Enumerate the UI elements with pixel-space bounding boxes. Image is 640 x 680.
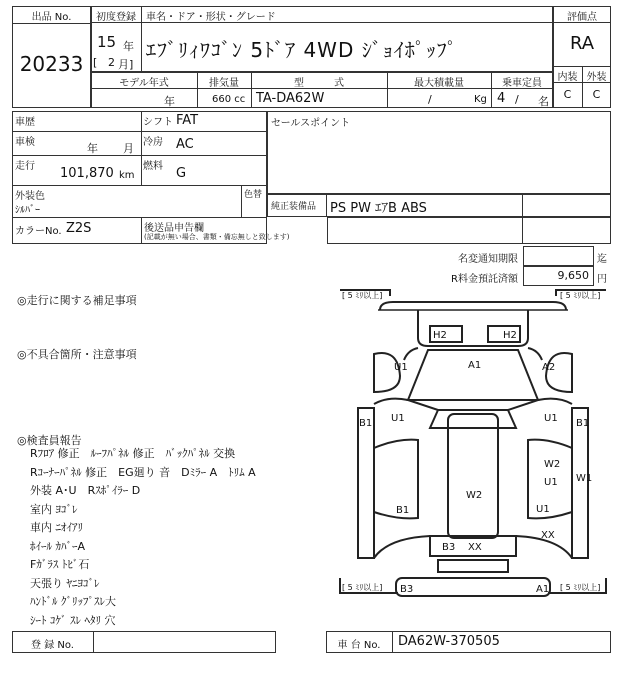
recycle-amount: 9,650 xyxy=(557,269,589,282)
inspector-line: 車内 ﾆｵｲｱﾘ xyxy=(30,521,83,534)
exterior-grade: C xyxy=(592,88,601,101)
mark-b1-right-front: B1 xyxy=(576,418,590,429)
left-side-panel xyxy=(358,408,374,558)
first-reg-label: 初度登録 xyxy=(96,12,136,23)
chassis-no-label: 車 台 No. xyxy=(337,640,381,651)
tire-depth-bottom-right: [ 5 ﾐﾘ以上] xyxy=(560,583,601,592)
docs-note: (記載が無い場合、書類・備忘無しと致します) xyxy=(144,233,290,241)
exterior-color: ｼﾙﾊﾞｰ xyxy=(15,205,40,216)
rear-bumper-outline xyxy=(396,578,550,596)
mark-b3-back: B3 xyxy=(442,542,456,553)
first-reg-year-unit: 年 xyxy=(123,40,134,53)
inspector-line: ｼｰﾄ ｺｹﾞ ｽﾚ ﾍﾀﾘ 穴 xyxy=(30,613,116,627)
displacement-label: 排気量 xyxy=(209,78,239,89)
shift: FAT xyxy=(176,113,199,128)
inspector-line: 天張り ﾔﾆﾖｺﾞﾚ xyxy=(30,576,100,590)
inspector-header: ◎検査員報告 xyxy=(17,434,82,447)
aircon: AC xyxy=(176,137,194,152)
exterior-label: 外装 xyxy=(586,72,607,83)
mark-u1-right-mid: U1 xyxy=(544,477,558,488)
mark-w1-right: W1 xyxy=(576,473,593,484)
interior-grade: C xyxy=(563,88,572,101)
inspector-lines xyxy=(30,445,256,630)
driving-notes-header: ◎走行に関する補足事項 xyxy=(17,294,137,307)
equipment-label: 純正装備品 xyxy=(271,202,317,212)
inspector-line: Fｶﾞﾗｽ ﾄﾋﾞ石 xyxy=(30,558,90,571)
equipment-box xyxy=(267,194,611,217)
mark-xx-back: XX xyxy=(468,542,482,553)
docs-box-right xyxy=(327,217,611,244)
equipment: PS PW ｴｱB ABS xyxy=(330,201,427,216)
mark-a2-hood-right: A2 xyxy=(542,362,556,373)
inspector-line: Rﾌﾛｱ 修正 ﾙｰﾌﾊﾟﾈﾙ 修正 ﾊﾞｯｸﾊﾟﾈﾙ 交換 xyxy=(30,447,236,460)
mark-u1-right-front: U1 xyxy=(544,413,558,424)
shift-label: シフト xyxy=(143,117,173,128)
mark-u1-right-rear: U1 xyxy=(536,504,550,515)
capacity: 4 xyxy=(497,91,506,106)
inspector-line: Rｺｰﾅｰﾊﾟﾈﾙ 修正 EG廻り 音 Dﾐﾗｰ A ﾄﾘﾑ A xyxy=(30,465,256,479)
fuel: G xyxy=(176,166,187,181)
inspector-line: ﾎｲｰﾙ ｶﾊﾞｰA xyxy=(30,539,86,553)
inspector-line: ﾊﾝﾄﾞﾙ ｸﾞﾘｯﾌﾟｽﾚ大 xyxy=(30,595,116,608)
recycle-label: R料金預託済額 xyxy=(451,274,518,285)
recycle-unit: 円 xyxy=(597,274,607,285)
mark-b3-bumper: B3 xyxy=(400,584,414,595)
color-no: Z2S xyxy=(66,221,92,236)
exterior-color-label: 外装色 xyxy=(15,191,45,202)
model-year-label: モデル年式 xyxy=(119,78,169,89)
first-reg-month: 2 xyxy=(108,56,115,69)
model-code-label: 型 式 xyxy=(294,78,344,89)
rating: RA xyxy=(569,33,595,54)
mark-u1-left-front: U1 xyxy=(391,413,405,424)
notice-unit: 迄 xyxy=(597,254,607,265)
mark-h2-right: H2 xyxy=(503,330,517,341)
first-reg-month-open: [ xyxy=(93,56,98,69)
rating-label: 評価点 xyxy=(567,12,597,23)
model-code: TA-DA62W xyxy=(256,91,325,106)
tire-depth-top-left: [ 5 ﾐﾘ以上] xyxy=(342,291,383,300)
max-load-unit: Kg xyxy=(474,94,487,105)
lot-no: 20233 xyxy=(19,52,84,76)
defects-header: ◎不具合箇所・注意事項 xyxy=(17,348,137,361)
history-label: 車歴 xyxy=(15,117,35,128)
fuel-label: 燃料 xyxy=(143,161,163,172)
notice-box[interactable] xyxy=(523,246,594,266)
mileage: 101,870 xyxy=(60,166,114,181)
roof-outline xyxy=(448,414,498,538)
aircon-label: 冷房 xyxy=(143,137,163,148)
windshield-outline xyxy=(430,410,516,428)
mark-b1-left-rear: B1 xyxy=(396,505,410,516)
chassis-no: DA62W-370505 xyxy=(398,634,500,649)
color-change-label: 色替 xyxy=(244,190,263,200)
first-reg-month-close: 月] xyxy=(118,58,134,71)
mark-a1-hood: A1 xyxy=(468,360,482,371)
rear-plate xyxy=(438,560,508,572)
reg-no-label: 登 録 No. xyxy=(31,640,74,651)
capacity-slash: / xyxy=(515,93,519,106)
vehicle-name: ｴﾌﾞﾘｨﾜｺﾞﾝ 5ﾄﾞｱ 4WD ｼﾞｮｲﾎﾟｯﾌﾟ xyxy=(146,38,458,62)
mark-xx-right-rear: XX xyxy=(541,530,555,541)
inspector-line: 室内 ﾖｺﾞﾚ xyxy=(30,502,78,516)
inspection-month-unit: 月 xyxy=(123,142,134,155)
tire-depth-bottom-left: [ 5 ﾐﾘ以上] xyxy=(342,583,383,592)
color-no-label: カラーNo. xyxy=(15,226,62,237)
inspection-label: 車検 xyxy=(15,137,35,148)
tire-depth-top-right: [ 5 ﾐﾘ以上] xyxy=(560,291,601,300)
front-bumper-outline xyxy=(380,302,566,310)
displacement: 660 cc xyxy=(212,94,246,105)
mileage-unit: km xyxy=(119,170,135,181)
docs-label: 後送品申告欄 xyxy=(144,223,204,234)
mark-w2-right: W2 xyxy=(544,459,561,470)
mileage-label: 走行 xyxy=(15,161,35,172)
model-year-unit: 年 xyxy=(164,95,175,108)
max-load-slash: / xyxy=(428,93,432,106)
max-load-label: 最大積載量 xyxy=(414,78,464,89)
inspection-year-unit: 年 xyxy=(87,142,98,155)
mark-h2-left: H2 xyxy=(433,330,447,341)
mark-a1-bumper: A1 xyxy=(536,584,550,595)
mark-w2-roof: W2 xyxy=(466,490,483,501)
interior-label: 内装 xyxy=(557,72,578,83)
capacity-label: 乗車定員 xyxy=(502,78,542,89)
sales-point-label: セールスポイント xyxy=(271,118,351,129)
hood-outline xyxy=(408,350,538,400)
capacity-unit: 名 xyxy=(538,95,549,108)
mark-u1-hood-left: U1 xyxy=(394,362,408,373)
notice-label: 名変通知期限 xyxy=(458,254,518,265)
vehicle-name-label: 車名・ドア・形状・グレード xyxy=(146,12,276,23)
car-damage-diagram xyxy=(338,288,608,628)
inspector-line: 外装 A･U Rｽﾎﾟｲﾗｰ D xyxy=(30,484,141,497)
first-reg-year: 15 xyxy=(97,33,117,51)
mark-b1-left-front: B1 xyxy=(359,418,373,429)
lot-no-label: 出品 No. xyxy=(31,12,72,23)
